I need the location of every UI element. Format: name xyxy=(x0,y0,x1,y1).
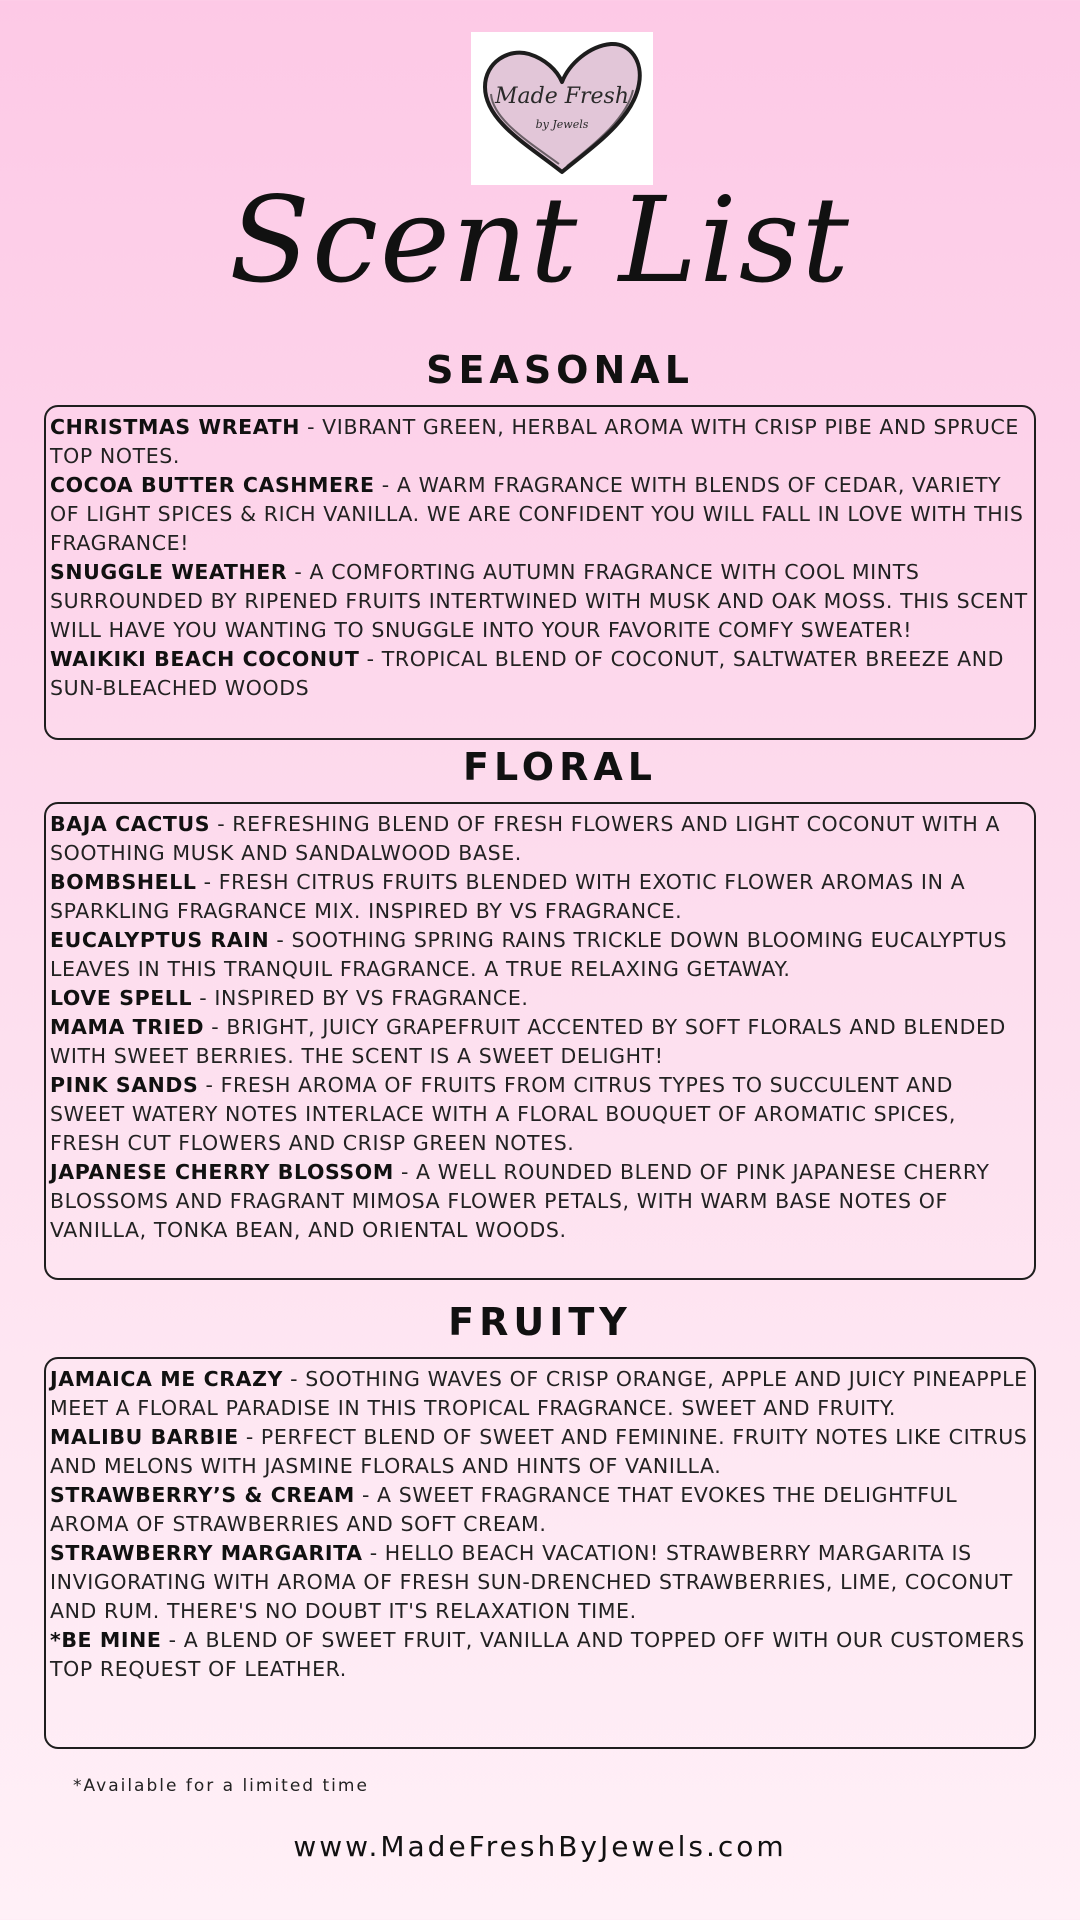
scent-description: - BRIGHT, JUICY GRAPEFRUIT ACCENTED BY SOFT FLORALS AND BLENDED WITH SWEET BERRIES. THE SCENT IS A SWEET DELIGHT! xyxy=(50,1015,1006,1068)
logo-main-text: Made Fresh xyxy=(495,84,629,109)
scent-name: EUCALYPTUS RAIN xyxy=(50,928,270,952)
scent-description: - SOOTHING SPRING RAINS TRICKLE DOWN BLOOMING EUCALYPTUS LEAVES IN THIS TRANQUIL FRAGRANCE. A TRUE RELAXING GETAWAY. xyxy=(50,928,1008,981)
section-heading-seasonal: SEASONAL xyxy=(426,348,694,392)
scent-description: - A SWEET FRAGRANCE THAT EVOKES THE DELIGHTFUL AROMA OF STRAWBERRIES AND SOFT CREAM. xyxy=(50,1483,958,1536)
page-title: Scent List xyxy=(229,171,851,309)
scent-name: MAMA TRIED xyxy=(50,1015,205,1039)
scent-entry xyxy=(50,1626,1030,1684)
scent-entry xyxy=(50,1423,1030,1481)
scent-name: JAMAICA ME CRAZY xyxy=(50,1367,283,1391)
scent-entry xyxy=(50,984,1030,1013)
section-box-seasonal xyxy=(44,405,1036,740)
scent-name: BOMBSHELL xyxy=(50,870,197,894)
scent-entry xyxy=(50,926,1030,984)
scent-description: - A WELL ROUNDED BLEND OF PINK JAPANESE CHERRY BLOSSOMS AND FRAGRANT MIMOSA FLOWER PETALS, WITH WARM BASE NOTES OF VANILLA, TONKA BEAN, AND ORIENTAL WOODS. xyxy=(50,1160,990,1242)
scent-name: WAIKIKI BEACH COCONUT xyxy=(50,647,360,671)
scent-name: MALIBU BARBIE xyxy=(50,1425,239,1449)
section-heading-fruity: FRUITY xyxy=(448,1300,632,1344)
section-box-floral xyxy=(44,802,1036,1280)
scent-entry xyxy=(50,558,1030,645)
scent-description: - SOOTHING WAVES OF CRISP ORANGE, APPLE AND JUICY PINEAPPLE MEET A FLORAL PARADISE IN THIS TROPICAL FRAGRANCE. SWEET AND FRUITY. xyxy=(50,1367,1028,1420)
scent-name: SNUGGLE WEATHER xyxy=(50,560,288,584)
scent-name: COCOA BUTTER CASHMERE xyxy=(50,473,375,497)
scent-name: JAPANESE CHERRY BLOSSOM xyxy=(50,1160,394,1184)
scent-entry xyxy=(50,1071,1030,1158)
scent-entry xyxy=(50,1013,1030,1071)
logo-sub-text: by Jewels xyxy=(535,118,589,131)
scent-entry xyxy=(50,1481,1030,1539)
scent-entry xyxy=(50,1158,1030,1245)
scent-description: - TROPICAL BLEND OF COCONUT, SALTWATER BREEZE AND SUN-BLEACHED WOODS xyxy=(50,647,1005,700)
scent-entry xyxy=(50,1539,1030,1626)
scent-description: - PERFECT BLEND OF SWEET AND FEMININE. FRUITY NOTES LIKE CITRUS AND MELONS WITH JASMINE FLORALS AND HINTS OF VANILLA. xyxy=(50,1425,1028,1478)
scent-name: STRAWBERRY MARGARITA xyxy=(50,1541,363,1565)
scent-description: - FRESH AROMA OF FRUITS FROM CITRUS TYPES TO SUCCULENT AND SWEET WATERY NOTES INTERLACE WITH A FLORAL BOUQUET OF AROMATIC SPICES, FRESH CUT FLOWERS AND CRISP GREEN NOTES. xyxy=(50,1073,957,1155)
scent-name: *BE MINE xyxy=(50,1628,162,1652)
scent-description: - INSPIRED BY VS FRAGRANCE. xyxy=(192,986,529,1010)
scent-entry xyxy=(50,645,1030,703)
website-url: www.MadeFreshByJewels.com xyxy=(293,1830,787,1863)
section-box-fruity xyxy=(44,1357,1036,1749)
section-heading-floral: FLORAL xyxy=(462,745,657,789)
scent-name: PINK SANDS xyxy=(50,1073,199,1097)
scent-entry xyxy=(50,810,1030,868)
scent-entry xyxy=(50,868,1030,926)
scent-name: STRAWBERRY’S & CREAM xyxy=(50,1483,355,1507)
scent-entry xyxy=(50,471,1030,558)
scent-name: BAJA CACTUS xyxy=(50,812,211,836)
scent-description: - A COMFORTING AUTUMN FRAGRANCE WITH COOL MINTS SURROUNDED BY RIPENED FRUITS INTERTWINED WITH MUSK AND OAK MOSS. THIS SCENT WILL HAVE YOU WANTING TO SNUGGLE INTO YOUR FAVORITE COMFY SWEATER! xyxy=(50,560,1028,642)
scent-name: CHRISTMAS WREATH xyxy=(50,415,300,439)
scent-description: - A WARM FRAGRANCE WITH BLENDS OF CEDAR, VARIETY OF LIGHT SPICES & RICH VANILLA. WE ARE CONFIDENT YOU WILL FALL IN LOVE WITH THIS FRAGRANCE! xyxy=(50,473,1024,555)
limited-time-footnote: *Available for a limited time xyxy=(73,1776,369,1796)
scent-entry xyxy=(50,1365,1030,1423)
scent-name: LOVE SPELL xyxy=(50,986,193,1010)
scent-entry xyxy=(50,413,1030,471)
scent-description: - FRESH CITRUS FRUITS BLENDED WITH EXOTIC FLOWER AROMAS IN A SPARKLING FRAGRANCE MIX. INSPIRED BY VS FRAGRANCE. xyxy=(50,870,966,923)
scent-description: - A BLEND OF SWEET FRUIT, VANILLA AND TOPPED OFF WITH OUR CUSTOMERS TOP REQUEST OF LEATHER. xyxy=(50,1628,1025,1681)
scent-description: - VIBRANT GREEN, HERBAL AROMA WITH CRISP PIBE AND SPRUCE TOP NOTES. xyxy=(50,415,1019,468)
scent-description: - HELLO BEACH VACATION! STRAWBERRY MARGARITA IS INVIGORATING WITH AROMA OF FRESH SUN-DRENCHED STRAWBERRIES, LIME, COCONUT AND RUM. THERE'S NO DOUBT IT'S RELAXATION TIME. xyxy=(50,1541,1013,1623)
scent-description: - REFRESHING BLEND OF FRESH FLOWERS AND LIGHT COCONUT WITH A SOOTHING MUSK AND SANDALWOOD BASE. xyxy=(50,812,1001,865)
